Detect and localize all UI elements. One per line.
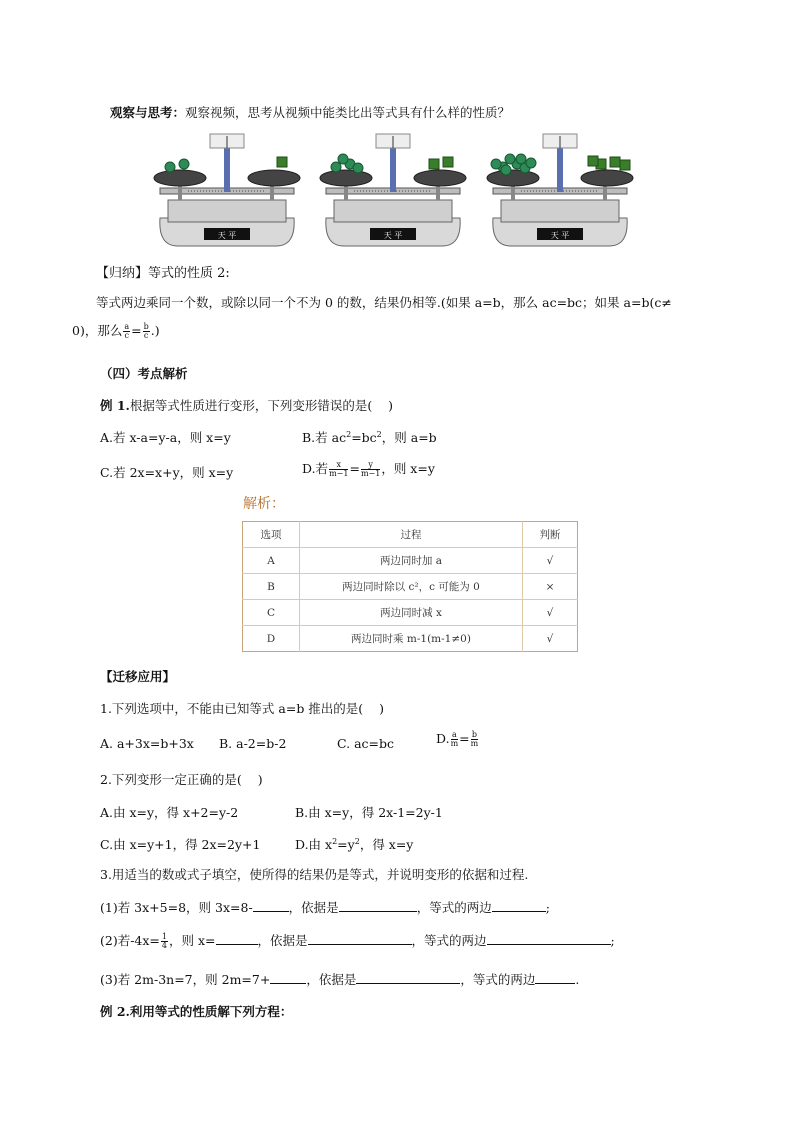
ex1-question-line <box>100 396 393 414</box>
weight-ball <box>501 165 511 175</box>
transfer-q3: 3.用适当的数或式子填空，使所得的结果仍是等式，并说明变形的依据和过程. <box>100 867 529 882</box>
balance-scale <box>314 130 472 248</box>
weight-ball <box>331 162 341 172</box>
cell-option: B <box>243 574 300 600</box>
scale-plate-label: 天 平 <box>383 231 403 240</box>
table-row <box>243 574 578 600</box>
summary-title: 【归纳】等式的性质 2: <box>96 266 230 281</box>
balance-scale <box>148 130 306 248</box>
ex2-label: 例 2. <box>100 1004 130 1019</box>
q2-option-b: B.由 x=y，得 2x-1=2y-1 <box>295 805 443 820</box>
cell-judgment: √ <box>523 600 578 626</box>
cell-process: 两边同时除以 c²，c 可能为 0 <box>300 574 523 600</box>
summary-line2: 0)，那么 $\frac{a}{c}$ = $\frac{b}{c}$ .) <box>72 322 160 340</box>
cell-option: A <box>243 548 300 574</box>
q2-option-c: C.由 x=y+1，得 2x=2y+1 <box>100 837 261 852</box>
q3-part3: (3)若 2m-3n=7，则 2m=7+ ，依据是 ，等式的两边 . <box>100 972 580 987</box>
cell-option: C <box>243 600 300 626</box>
table-row <box>243 626 578 652</box>
ex1-option-a: A.若 x-a=y-a，则 x=y <box>100 430 231 445</box>
blank-field[interactable] <box>356 972 460 984</box>
blank-field[interactable] <box>339 900 417 912</box>
fraction-a-over-c: $\frac{a}{c}$ <box>124 322 130 340</box>
q1-option-a: A. a+3x=b+3x <box>100 736 194 751</box>
fraction-b-over-m: $\frac{b}{m}$ <box>470 730 479 748</box>
cell-process: 两边同时乘 m-1(m-1≠0) <box>300 626 523 652</box>
section-title: （四）考点解析 <box>100 366 188 381</box>
weight-cube <box>429 159 439 169</box>
ex1-option-d: D.若 $\frac{x}{m-1}$ = $\frac{y}{m-1}$ ，则 x=y <box>302 460 435 478</box>
header-process: 过程 <box>300 522 523 548</box>
transfer-q1: 1.下列选项中，不能由已知等式 a=b 推出的是( ) <box>100 701 384 716</box>
cell-judgment: √ <box>523 626 578 652</box>
table-row <box>243 548 578 574</box>
ex1-option-b: B.若 $ac^2=bc^2$，则 a=b <box>302 429 437 445</box>
analysis-table <box>242 521 578 652</box>
scale-plate-label: 天 平 <box>217 231 237 240</box>
blank-field[interactable] <box>308 933 412 945</box>
header-judgment: 判断 <box>523 522 578 548</box>
weight-cube <box>620 160 630 170</box>
blank-field[interactable] <box>535 972 575 984</box>
q1-option-d: D. $\frac{a}{m}$ = $\frac{b}{m}$ <box>436 730 479 748</box>
observe-line <box>110 103 510 121</box>
ex1-option-c: C.若 2x=x+y，则 x=y <box>100 465 234 480</box>
blank-field[interactable] <box>270 972 306 984</box>
weight-ball <box>179 159 189 169</box>
q3-part2: (2)若-4x= $\frac{1}{4}$ ，则 x= ，依据是 ，等式的两边 ; <box>100 932 615 950</box>
balance-scale <box>481 130 639 248</box>
summary-line1: 等式两边乘同一个数，或除以同一个不为 0 的数，结果仍相等.(如果 a=b，那么 ac=bc；如果 a=b(c≠ <box>96 295 672 310</box>
q2-option-d: D.由 $x^2=y^2$，得 x=y <box>295 836 414 852</box>
cell-judgment: √ <box>523 548 578 574</box>
weight-ball <box>491 159 501 169</box>
transfer-title: 【迁移应用】 <box>100 669 176 684</box>
blank-field[interactable] <box>216 933 258 945</box>
weight-ball <box>165 162 175 172</box>
q2-option-a: A.由 x=y，得 x+2=y-2 <box>100 805 239 820</box>
table-row <box>243 600 578 626</box>
fraction-x-over-m-1: $\frac{x}{m-1}$ <box>329 460 349 478</box>
fraction-a-over-m: $\frac{a}{m}$ <box>450 730 459 748</box>
fraction-1-over-4: $\frac{1}{4}$ <box>161 932 167 950</box>
transfer-q2: 2.下列变形一定正确的是( ) <box>100 772 263 787</box>
weight-ball <box>516 154 526 164</box>
blank-field[interactable] <box>492 900 546 912</box>
observe-text: 观察视频，思考从视频中能类比出等式具有什么样的性质？ <box>185 105 511 120</box>
ex2-line <box>100 1002 292 1020</box>
weight-cube <box>610 157 620 167</box>
cell-option: D <box>243 626 300 652</box>
q3-part1: (1)若 3x+5=8，则 3x=8- ，依据是 ，等式的两边 ; <box>100 900 550 915</box>
analysis-header-row <box>243 522 578 548</box>
weight-ball <box>526 158 536 168</box>
q1-option-c: C. ac=bc <box>337 736 394 751</box>
header-option: 选项 <box>260 529 282 541</box>
weight-ball <box>353 163 363 173</box>
ex1-label: 例 1. <box>100 398 130 413</box>
ex1-question: 根据等式性质进行变形，下列变形错误的是( ) <box>129 398 394 413</box>
cell-process: 两边同时减 x <box>300 600 523 626</box>
weight-ball <box>505 154 515 164</box>
blank-field[interactable] <box>253 900 289 912</box>
weight-cube <box>277 157 287 167</box>
weight-ball <box>338 154 348 164</box>
cell-process: 两边同时加 a <box>300 548 523 574</box>
weight-cube <box>588 156 598 166</box>
summary-line2-pre: 0)，那么 <box>72 323 123 338</box>
blank-field[interactable] <box>487 933 611 945</box>
ex2-text: 利用等式的性质解下列方程： <box>129 1004 293 1019</box>
observe-label: 观察与思考： <box>110 105 186 120</box>
cell-judgment: × <box>523 574 578 600</box>
fraction-y-over-m-1: $\frac{y}{m-1}$ <box>360 460 381 478</box>
q1-option-b: B. a-2=b-2 <box>219 736 287 751</box>
fraction-b-over-c: $\frac{b}{c}$ <box>143 322 149 340</box>
scale-plate-label: 天 平 <box>550 231 570 240</box>
analysis-title: 解析： <box>243 496 285 512</box>
weight-cube <box>443 157 453 167</box>
